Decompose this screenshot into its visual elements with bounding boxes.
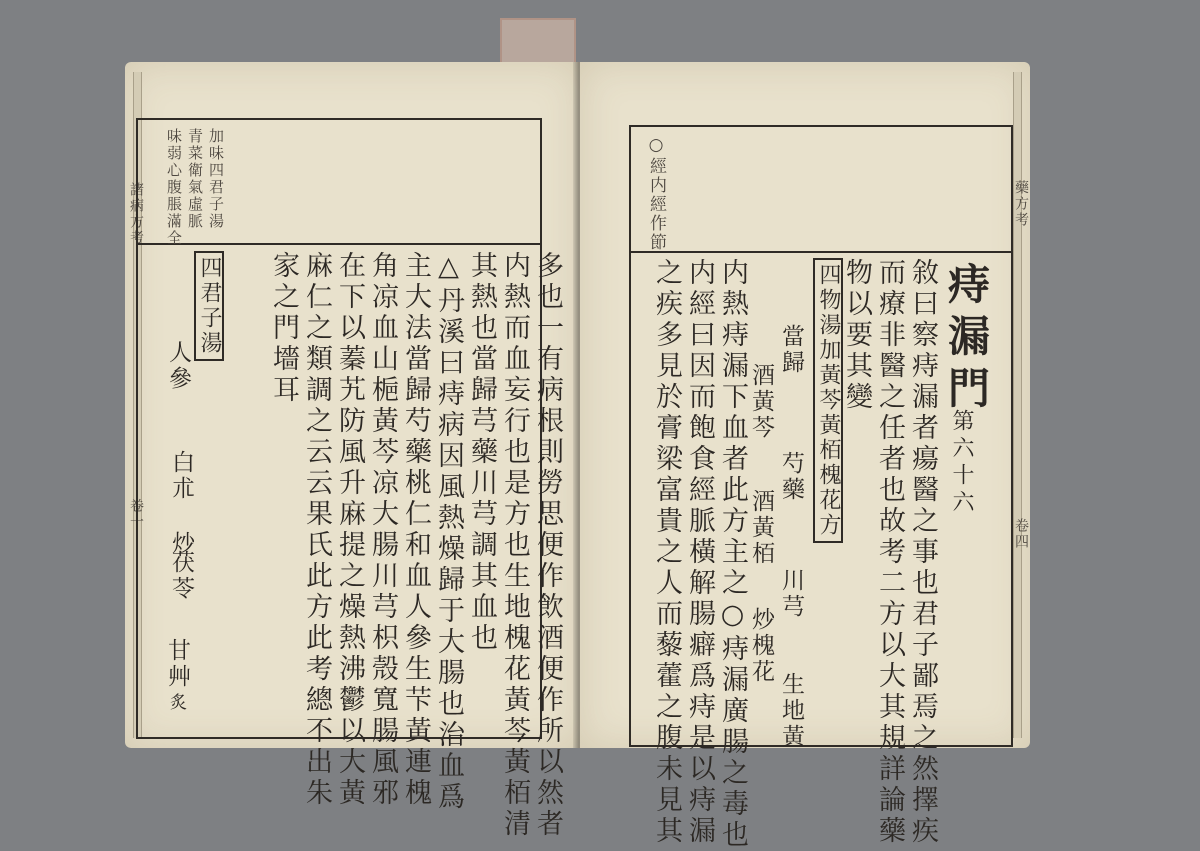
right-column-4: 内熱痔漏下血者此方主之○痔漏廣腸之毒也: [717, 258, 748, 851]
right-drug-4: 酒黃芩: [748, 363, 774, 441]
right-prescription-title: 四物湯加黃芩黃栢槐花方: [813, 258, 843, 543]
right-page-frame: [629, 125, 1013, 851]
left-side-spine-label: 諸病方考: [128, 182, 144, 246]
left-column-6: △丹溪曰痔病因風熱燥歸于大腸也治血爲: [433, 251, 464, 813]
left-page: [125, 62, 580, 840]
left-column-3: 在下以蓁艽防風升麻提之燥熱沸鬱以大黃: [334, 251, 365, 809]
left-header-note-3: 味弱心腹脹滿全: [165, 128, 183, 247]
right-column-5: 内經曰因而飽食經脈橫解腸癖爲痔是以痔漏: [684, 258, 715, 847]
left-prescription-title: 四君子湯: [194, 251, 224, 361]
right-header-note: ○經内經作節: [646, 135, 666, 252]
right-drug-2: 芍藥: [778, 451, 804, 503]
left-ingredient-3: 茯苓: [168, 550, 194, 602]
right-column-6: 之疾多見於膏梁富貴之人而藜藿之腹未見其: [651, 258, 682, 847]
chapter-title: 痔漏門: [942, 262, 991, 418]
right-column-3: 物以要其變: [841, 258, 872, 413]
right-drug-1: 當歸: [778, 324, 804, 376]
right-drug-3: 川芎: [778, 568, 804, 620]
left-column-1: 家之門墻耳: [268, 251, 299, 406]
left-ingredient-1: 人參: [165, 340, 191, 392]
left-column-4: 角凉血山梔黃芩凉大腸川芎枳殼寬腸風邪: [367, 251, 398, 809]
left-side-note: 卷一: [128, 498, 144, 530]
left-ingredient-4: 甘艸: [164, 638, 190, 690]
right-drug-5: 酒黃栢: [748, 489, 774, 567]
left-ingredient-2: 白朮 炒: [168, 450, 194, 557]
right-side-spine-label: 藥方考: [1013, 180, 1029, 228]
right-header-box: [631, 127, 1011, 253]
right-column-2: 而療非醫之任者也故考二方以大其規詳論藥: [874, 258, 905, 847]
left-column-2: 麻仁之類調之云云果氏此方此考總不出朱: [301, 251, 332, 809]
chapter-subtitle: 第六十六: [949, 409, 974, 517]
left-column-9: 多也一有病根則勞思便作飲酒便作所以然者: [532, 251, 563, 840]
open-book: [125, 62, 1030, 851]
left-header-note-2: 青菜衛氣虛脈: [186, 128, 204, 230]
right-page: [580, 62, 1030, 851]
right-drug-6: 炒槐花: [748, 607, 774, 685]
left-page-frame: [136, 118, 563, 840]
left-column-8: 内熱而血妄行也是方也生地槐花黃芩黃栢清: [499, 251, 530, 840]
right-column-1: 敘曰察痔漏者瘍醫之事也君子鄙焉之然擇疾: [907, 258, 938, 847]
right-side-note: 卷四: [1013, 518, 1029, 550]
right-drug-7: 生地黃: [778, 672, 804, 750]
left-header-note-1: 加味四君子湯: [207, 128, 225, 230]
left-column-5: 主大法當歸芍藥桃仁和血人參生芐黃連槐: [400, 251, 431, 809]
left-ingredient-note: 炙: [166, 693, 186, 712]
right-book-edge: [1013, 72, 1022, 738]
left-column-7: 其熱也當歸芎藥川芎調其血也: [466, 251, 497, 654]
